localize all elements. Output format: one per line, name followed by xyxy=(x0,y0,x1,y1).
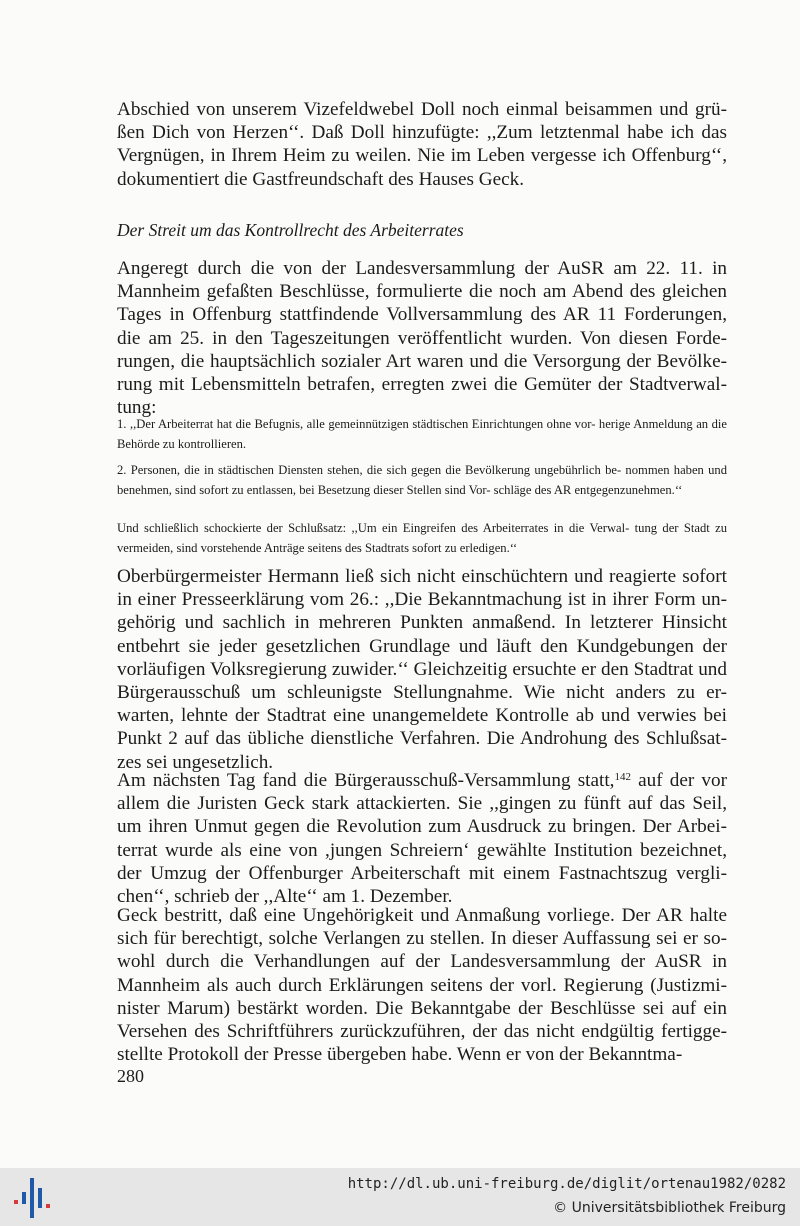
page-number: 280 xyxy=(117,1066,144,1086)
quote-1-text: 1. ,,Der Arbeiterrat hat die Befugnis, alle gemeinnützigen städtischen Einrichtungen ohne vor- herige Anmeldung an die Behörde zu kontrollieren. xyxy=(117,417,727,451)
paragraph-3-text xyxy=(117,769,727,908)
document-url-link[interactable]: http://dl.ub.uni-freiburg.de/diglit/ortenau1982/0282 xyxy=(347,1176,786,1192)
paragraph-3-start: Am nächsten Tag fand die Bürgerausschuß-Versammlung statt, xyxy=(117,770,615,791)
paragraph-1 xyxy=(117,257,727,419)
paragraph-1-text: Angeregt durch die von der Landesversammlung der AuSR am 22. 11. in Mannheim gefaßten Beschlüsse, formulierte die noch am Abend des gleichen Tages in Offenburg stattfindende Vollversammlung des AR 11 Forderungen, die am 25. in den Tageszeitungen veröffentlicht wurden. Von diesen Forde- rungen, die hauptsächlich sozialer Art waren und die Versorgung der Bevölke- rung mit Lebensmitteln betrafen, erregten zwei die Gemüter der Stadtverwal- tung: xyxy=(117,258,727,419)
viewer-footer xyxy=(0,1168,800,1226)
paragraph-3 xyxy=(117,769,727,908)
ub-freiburg-logo-icon[interactable] xyxy=(12,1178,52,1218)
intro-paragraph xyxy=(117,98,727,191)
paragraph-3-rest: auf der vor allem die Juristen Geck stark attackierten. Sie ,,gingen zu fünft auf das Seil, um ihren Unmut gegen die Revolution zum Ausdruck zu bringen. Der Arbei- terrat wurde als eine von ,jungen Schreiern‘ gewählte Institution bezeichnet, der Umzug der Offenburger Arbeiterschaft mit einem Fastnachtszug vergli- chen‘‘, schrieb der ,,Alte‘‘ am 1. Dezember. xyxy=(117,770,727,908)
intro-text: Abschied von unserem Vizefeldwebel Doll noch einmal beisammen und grü- ßen Dich von Herzen‘‘. Daß Doll hinzufügte: ,,Zum letztenmal habe ich das Vergnügen, in Ihrem Heim zu weilen. Nie im Leben vergesse ich Offenburg‘‘, dokumentiert die Gastfreundschaft des Hauses Geck. xyxy=(117,99,727,190)
quote-1 xyxy=(117,415,727,454)
paragraph-4-text: Geck bestritt, daß eine Ungehörigkeit und Anmaßung vorliege. Der AR halte sich für berechtigt, solche Verlangen zu stellen. In dieser Auffassung sei er so- wohl durch die Verhandlungen auf der Landesversammlung der AuSR in Mannheim als auch durch Erklärungen seitens der vorl. Regierung (Justizmi- nister Marum) bestärkt worden. Die Bekanntgabe der Beschlüsse sei auf ein Versehen des Schriftführers zurückzuführen, der das nicht endgültig fertigge- stellte Protokoll der Presse übergeben habe. Wenn er von der Bekanntma- xyxy=(117,905,727,1066)
quote-2-text: 2. Personen, die in städtischen Diensten stehen, die sich gegen die Bevölkerung ungebührlich be- nommen haben und benehmen, sind sofort zu entlassen, bei Besetzung dieser Stellen sind Vor- schläge des AR entgegenzunehmen.‘‘ xyxy=(117,463,727,497)
copyright-notice: © Universitätsbibliothek Freiburg xyxy=(553,1200,786,1216)
paragraph-2-text: Oberbürgermeister Hermann ließ sich nicht einschüchtern und reagierte sofort in einer Presseerklärung vom 26.: ,,Die Bekanntmachung ist in ihrer Form un- gehörig und sachlich in mehreren Punkten anmaßend. In letzterer Hinsicht entbehrt sie jeder gesetzlichen Grundlage und läuft den Kundgebungen der vorläufigen Volksregierung zuwider.‘‘ Gleichzeitig ersuchte er den Stadtrat und Bürgerausschuß um schleunigste Stellungnahme. Wie nicht anders zu er- warten, lehnte der Stadtrat eine unangemeldete Kontrolle ab und verwies bei Punkt 2 auf das übliche dienstliche Verfahren. Die Androhung des Schlußsat- zes sei ungesetzlich. xyxy=(117,566,727,773)
section-heading: Der Streit um das Kontrollrecht des Arbeiterrates xyxy=(117,220,464,240)
quote-3-text: Und schließlich schockierte der Schlußsatz: ,,Um ein Eingreifen des Arbeiterrates in die Verwal- tung der Stadt zu vermeiden, sind vorstehende Anträge seitens des Stadtrats sofort zu erledigen.‘‘ xyxy=(117,521,727,555)
quote-2 xyxy=(117,461,727,500)
paragraph-4 xyxy=(117,904,727,1066)
footnote-marker: 142 xyxy=(614,771,631,783)
section-heading-block xyxy=(117,219,727,241)
paragraph-2 xyxy=(117,565,727,774)
quote-3 xyxy=(117,519,727,558)
